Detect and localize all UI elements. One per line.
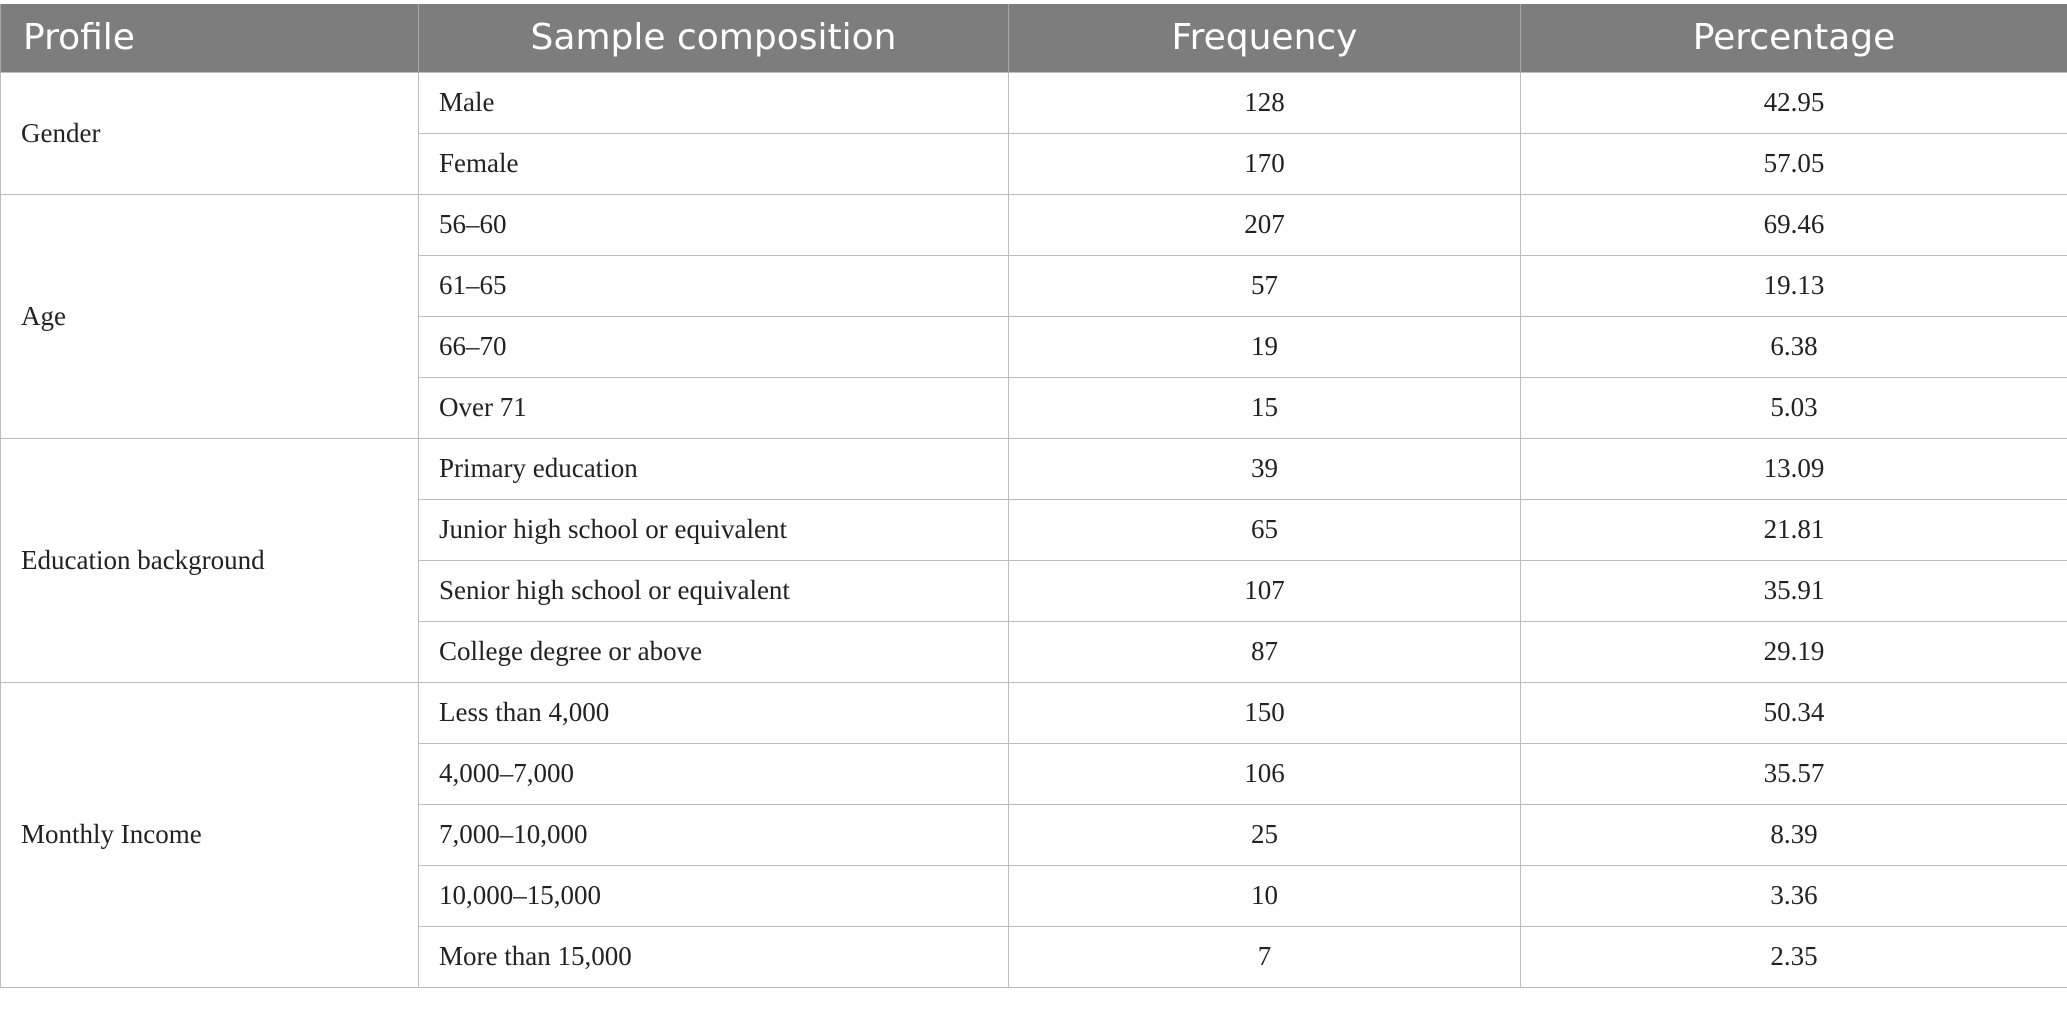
composition-cell: Primary education — [419, 438, 1009, 499]
frequency-cell: 39 — [1009, 438, 1521, 499]
percentage-cell: 29.19 — [1521, 621, 2067, 682]
percentage-cell: 42.95 — [1521, 72, 2067, 133]
frequency-cell: 106 — [1009, 743, 1521, 804]
percentage-cell: 50.34 — [1521, 682, 2067, 743]
composition-cell: Senior high school or equivalent — [419, 560, 1009, 621]
composition-cell: 56–60 — [419, 194, 1009, 255]
frequency-cell: 10 — [1009, 865, 1521, 926]
composition-cell: Over 71 — [419, 377, 1009, 438]
profile-cell-gender: Gender — [1, 72, 419, 194]
composition-cell: Less than 4,000 — [419, 682, 1009, 743]
composition-cell: Female — [419, 133, 1009, 194]
frequency-cell: 107 — [1009, 560, 1521, 621]
table-body — [1, 72, 2067, 987]
table-header — [1, 4, 2067, 72]
percentage-cell: 69.46 — [1521, 194, 2067, 255]
composition-cell: 61–65 — [419, 255, 1009, 316]
composition-cell: 10,000–15,000 — [419, 865, 1009, 926]
table-row — [1, 682, 2067, 743]
percentage-cell: 6.38 — [1521, 316, 2067, 377]
frequency-cell: 25 — [1009, 804, 1521, 865]
header-percentage: Percentage — [1521, 4, 2067, 72]
frequency-cell: 87 — [1009, 621, 1521, 682]
percentage-cell: 3.36 — [1521, 865, 2067, 926]
percentage-cell: 19.13 — [1521, 255, 2067, 316]
profile-cell-monthly-income: Monthly Income — [1, 682, 419, 987]
composition-cell: 7,000–10,000 — [419, 804, 1009, 865]
composition-cell: Male — [419, 72, 1009, 133]
table-row — [1, 72, 2067, 133]
profile-cell-education: Education background — [1, 438, 419, 682]
percentage-cell: 35.57 — [1521, 743, 2067, 804]
composition-cell: College degree or above — [419, 621, 1009, 682]
frequency-cell: 15 — [1009, 377, 1521, 438]
frequency-cell: 65 — [1009, 499, 1521, 560]
percentage-cell: 5.03 — [1521, 377, 2067, 438]
table-row — [1, 438, 2067, 499]
composition-cell: 4,000–7,000 — [419, 743, 1009, 804]
frequency-cell: 57 — [1009, 255, 1521, 316]
sample-profile-table — [0, 4, 2067, 988]
header-profile: Profile — [1, 4, 419, 72]
composition-cell: Junior high school or equivalent — [419, 499, 1009, 560]
frequency-cell: 128 — [1009, 72, 1521, 133]
profile-cell-age: Age — [1, 194, 419, 438]
percentage-cell: 21.81 — [1521, 499, 2067, 560]
composition-cell: More than 15,000 — [419, 926, 1009, 987]
header-row — [1, 4, 2067, 72]
composition-cell: 66–70 — [419, 316, 1009, 377]
frequency-cell: 150 — [1009, 682, 1521, 743]
header-composition: Sample composition — [419, 4, 1009, 72]
percentage-cell: 57.05 — [1521, 133, 2067, 194]
frequency-cell: 19 — [1009, 316, 1521, 377]
percentage-cell: 35.91 — [1521, 560, 2067, 621]
frequency-cell: 207 — [1009, 194, 1521, 255]
percentage-cell: 13.09 — [1521, 438, 2067, 499]
percentage-cell: 8.39 — [1521, 804, 2067, 865]
table-row — [1, 194, 2067, 255]
frequency-cell: 170 — [1009, 133, 1521, 194]
percentage-cell: 2.35 — [1521, 926, 2067, 987]
header-frequency: Frequency — [1009, 4, 1521, 72]
frequency-cell: 7 — [1009, 926, 1521, 987]
